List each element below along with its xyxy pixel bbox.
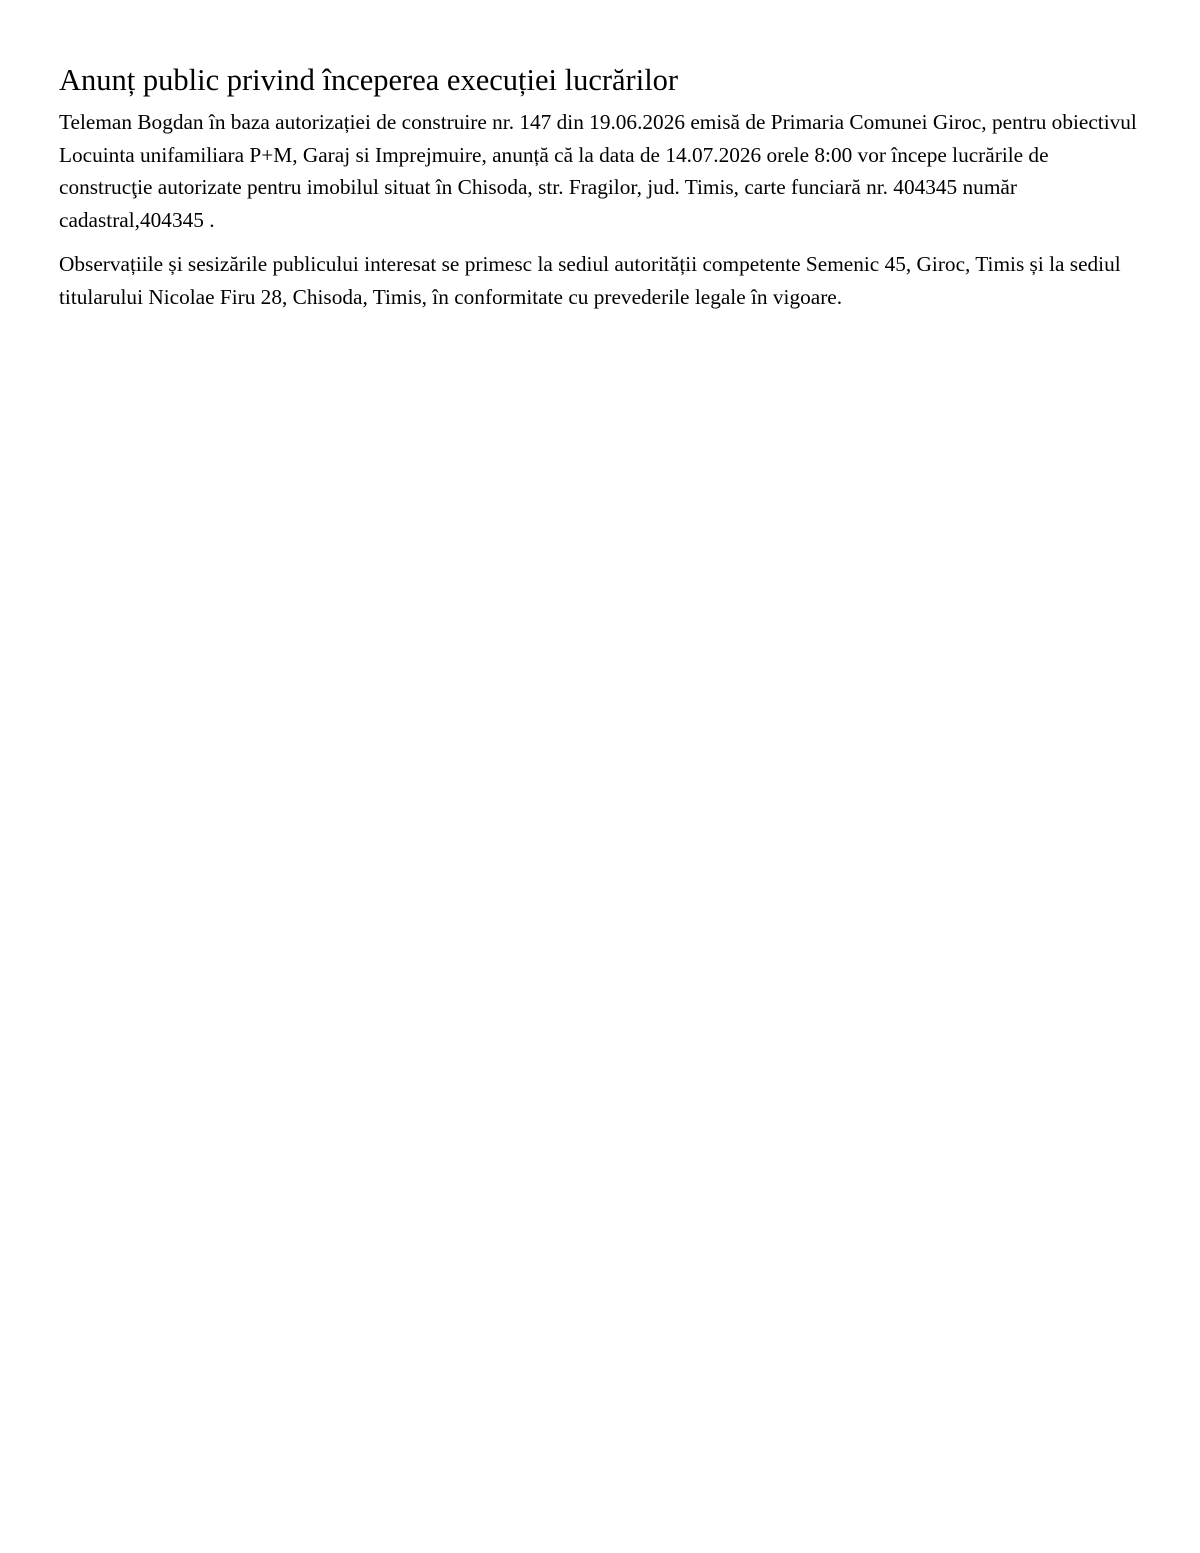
announcement-paragraph: Teleman Bogdan în baza autorizației de construire nr. 147 din 19.06.2026 emisă de Primaria Comunei Giroc, pentru obiectivul Locuinta unifamiliara P+M, Garaj si Imprejmuire, anunță că la data de 14.07.2026 orele 8:00 vor începe lucrările de construcţie autorizate pentru imobilul situat în Chisoda, str. Fragilor, jud. Timis, carte funciară nr. 404345 număr cadastral,404345 .: [59, 110, 1137, 232]
document-title: Anunț public privind începerea execuției lucrărilor: [59, 63, 679, 97]
document-page: [59, 0, 1144, 313]
observations-paragraph: Observațiile și sesizările publicului interesat se primesc la sediul autorității competente Semenic 45, Giroc, Timis și la sediul titularului Nicolae Firu 28, Chisoda, Timis, în conformitate cu prevederile legale în vigoare.: [59, 252, 1121, 309]
